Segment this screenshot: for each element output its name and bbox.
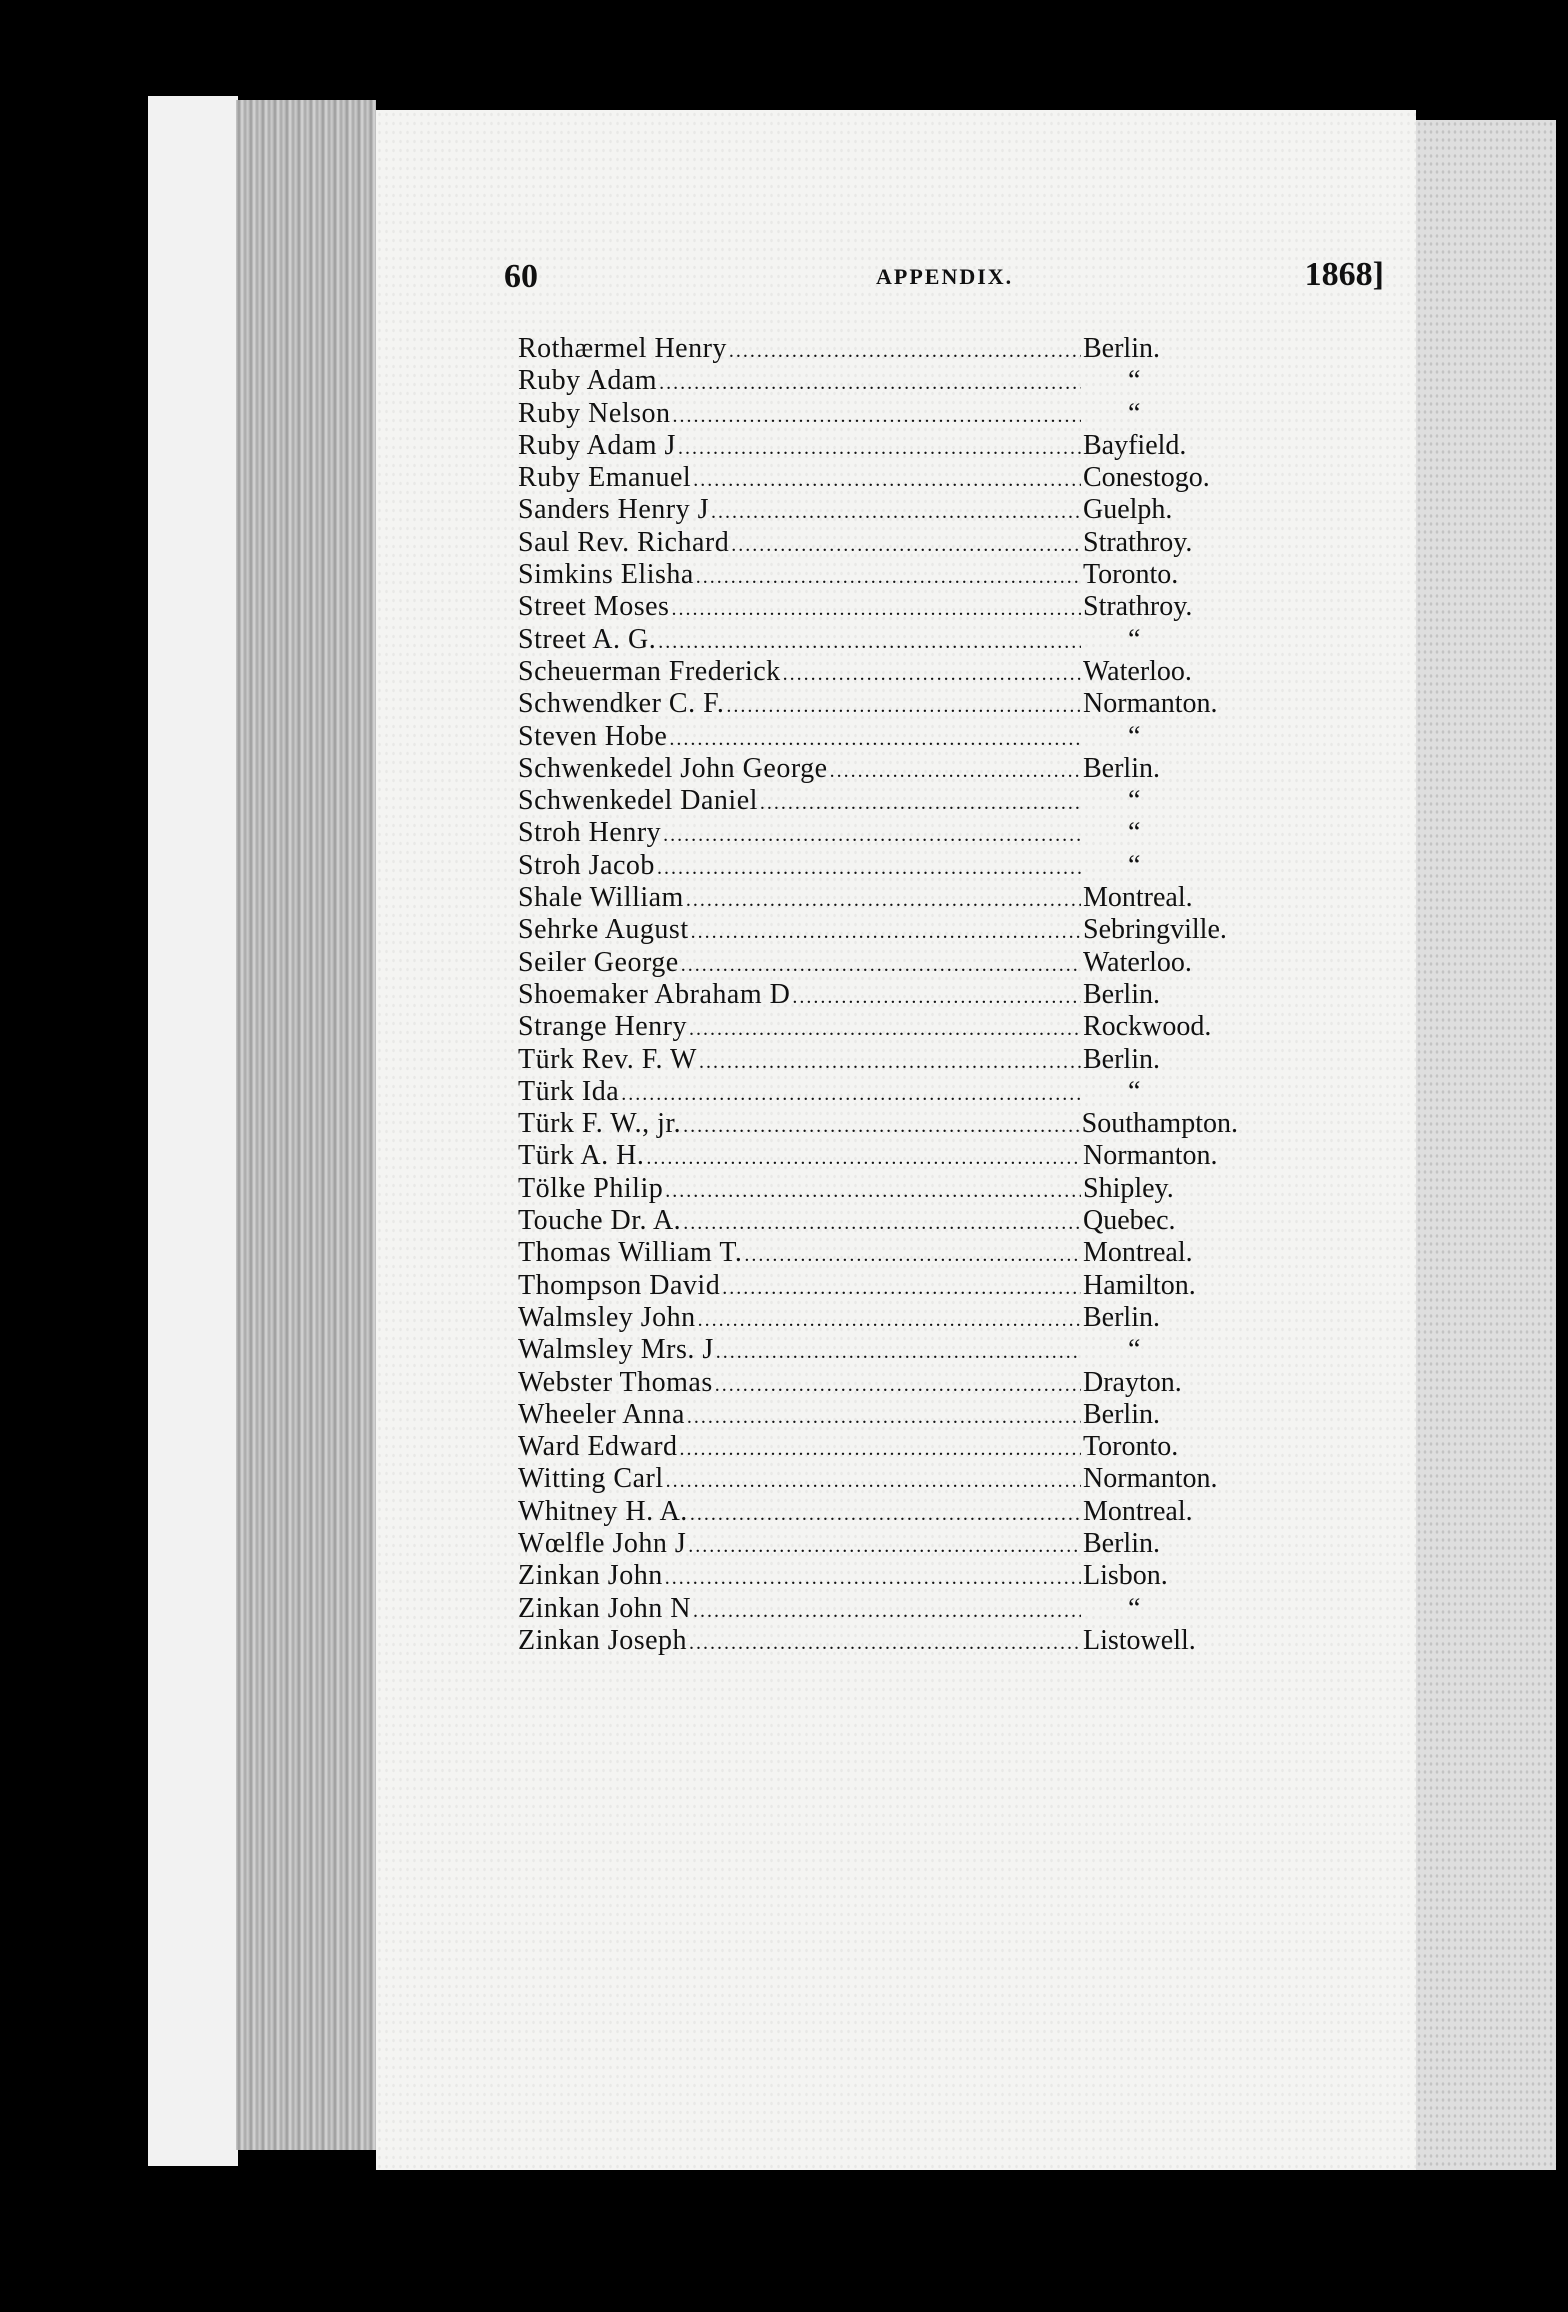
entry-name: Shoemaker Abraham D	[518, 978, 791, 1010]
entry-place: “	[1128, 817, 1141, 849]
list-item	[518, 1140, 1238, 1172]
book-page-edges	[236, 100, 376, 2150]
list-item	[518, 527, 1238, 559]
entry-name: Shale William	[518, 882, 684, 914]
list-item	[518, 979, 1238, 1011]
entry-name: Zinkan John N	[518, 1592, 691, 1624]
entry-place: “	[1128, 849, 1141, 881]
list-item	[518, 1367, 1238, 1399]
list-item	[518, 882, 1238, 914]
entry-name: Walmsley John	[518, 1301, 696, 1333]
list-item	[518, 365, 1238, 397]
dot-leader	[716, 1334, 1081, 1368]
entry-name: Whitney H. A.	[518, 1495, 688, 1527]
list-item	[518, 624, 1238, 656]
list-item	[518, 688, 1238, 720]
entry-name: Stroh Jacob	[518, 849, 655, 881]
dot-leader	[690, 1496, 1081, 1530]
entry-name: Rothærmel Henry	[518, 333, 727, 364]
entry-place: Montreal.	[1083, 882, 1193, 914]
dot-leader	[689, 1625, 1081, 1659]
entry-place: Montreal.	[1083, 1495, 1193, 1527]
dot-leader	[666, 1463, 1081, 1497]
entry-name: Seiler George	[518, 946, 679, 978]
running-title: APPENDIX.	[876, 264, 1014, 289]
entry-name: Scheuerman Frederick	[518, 655, 781, 687]
list-item	[518, 850, 1238, 882]
dot-leader	[621, 1076, 1081, 1110]
list-item	[518, 1237, 1238, 1269]
dot-leader	[729, 333, 1081, 367]
entry-name: Schwenkedel Daniel	[518, 785, 758, 817]
entry-name: Walmsley Mrs. J	[518, 1334, 714, 1366]
list-item	[518, 1560, 1238, 1592]
list-item	[518, 656, 1238, 688]
list-item	[518, 1334, 1238, 1366]
list-item	[518, 559, 1238, 591]
entry-place: Waterloo.	[1083, 946, 1192, 978]
dot-leader	[830, 753, 1081, 787]
dot-leader	[696, 559, 1081, 593]
list-item	[518, 1431, 1238, 1463]
list-item	[518, 333, 1238, 365]
entry-place: “	[1128, 397, 1141, 429]
entry-name: Sanders Henry J	[518, 494, 710, 526]
entry-place: Conestogo.	[1083, 462, 1210, 494]
entry-name: Strange Henry	[518, 1011, 688, 1043]
dot-leader	[792, 979, 1081, 1013]
name-directory-list	[518, 333, 1238, 1657]
entry-place: Guelph.	[1083, 494, 1173, 526]
entry-place: Waterloo.	[1083, 655, 1192, 687]
entry-name: Türk Ida	[518, 1075, 620, 1107]
dot-leader	[657, 850, 1081, 884]
dot-leader	[699, 1044, 1081, 1078]
entry-place: Berlin.	[1083, 1398, 1160, 1430]
entry-place: Drayton.	[1083, 1366, 1182, 1398]
entry-name: Türk A. H.	[518, 1140, 645, 1172]
list-item	[518, 591, 1238, 623]
entry-place: “	[1128, 720, 1141, 752]
page-edge-margin	[148, 96, 238, 2166]
dot-leader	[698, 1302, 1081, 1336]
dot-leader	[689, 1011, 1081, 1045]
dot-leader	[731, 527, 1081, 561]
entry-place: Berlin.	[1083, 752, 1160, 784]
entry-place: Montreal.	[1083, 1237, 1193, 1269]
entry-name: Türk Rev. F. W	[518, 1043, 697, 1075]
entry-name: Street A. G.	[518, 623, 657, 655]
entry-place: Rockwood.	[1083, 1011, 1212, 1043]
dot-leader	[665, 1173, 1081, 1207]
dot-leader	[671, 591, 1081, 625]
dot-leader	[681, 947, 1081, 981]
list-item	[518, 1625, 1238, 1657]
list-item	[518, 1011, 1238, 1043]
entry-name: Touche Dr. A.	[518, 1205, 682, 1237]
list-item	[518, 1270, 1238, 1302]
entry-name: Stroh Henry	[518, 817, 662, 849]
entry-place: Lisbon.	[1083, 1560, 1168, 1592]
list-item	[518, 398, 1238, 430]
dot-leader	[726, 688, 1081, 722]
dot-leader	[688, 1528, 1081, 1562]
dot-leader	[678, 430, 1081, 464]
dot-leader	[693, 1593, 1081, 1627]
list-item	[518, 1205, 1238, 1237]
dot-leader	[658, 624, 1081, 658]
entry-place: “	[1128, 623, 1141, 655]
entry-place: Strathroy.	[1083, 526, 1193, 558]
entry-place: “	[1128, 1075, 1141, 1107]
list-item	[518, 753, 1238, 785]
list-item	[518, 1528, 1238, 1560]
dot-leader	[686, 882, 1081, 916]
dot-leader	[715, 1367, 1081, 1401]
entry-name: Street Moses	[518, 591, 670, 623]
entry-name: Ruby Nelson	[518, 397, 671, 429]
entry-name: Zinkan Joseph	[518, 1624, 688, 1656]
dot-leader	[680, 1431, 1081, 1465]
dot-leader	[722, 1270, 1081, 1304]
dot-leader	[687, 1399, 1081, 1433]
list-item	[518, 1463, 1238, 1495]
entry-place: Toronto.	[1083, 559, 1179, 591]
entry-name: Wœlfle John J	[518, 1527, 687, 1559]
page-number: 60	[504, 258, 538, 295]
dot-leader	[683, 1108, 1079, 1142]
entry-name: Witting Carl	[518, 1463, 664, 1495]
entry-name: Sehrke August	[518, 914, 689, 946]
list-item	[518, 1044, 1238, 1076]
list-item	[518, 494, 1238, 526]
entry-place: Toronto.	[1083, 1431, 1179, 1463]
entry-place: Berlin.	[1083, 978, 1160, 1010]
entry-name: Steven Hobe	[518, 720, 668, 752]
entry-place: Bayfield.	[1083, 429, 1187, 461]
dot-leader	[744, 1237, 1081, 1271]
entry-place: “	[1128, 1592, 1141, 1624]
entry-name: Schwendker C. F.	[518, 688, 725, 720]
entry-place: Southampton.	[1081, 1108, 1238, 1140]
entry-place: Berlin.	[1083, 333, 1160, 364]
entry-place: Berlin.	[1083, 1043, 1160, 1075]
entry-name: Ward Edward	[518, 1431, 678, 1463]
entry-name: Schwenkedel John George	[518, 752, 828, 784]
list-item	[518, 430, 1238, 462]
list-item	[518, 462, 1238, 494]
page-header	[504, 250, 1384, 300]
list-item	[518, 817, 1238, 849]
list-item	[518, 947, 1238, 979]
list-item	[518, 1593, 1238, 1625]
dot-leader	[659, 365, 1081, 399]
dot-leader	[673, 398, 1082, 432]
list-item	[518, 1108, 1238, 1140]
entry-place: “	[1128, 1334, 1141, 1366]
entry-place: Strathroy.	[1083, 591, 1193, 623]
entry-name: Saul Rev. Richard	[518, 526, 730, 558]
entry-name: Thompson David	[518, 1269, 721, 1301]
list-item	[518, 914, 1238, 946]
entry-name: Simkins Elisha	[518, 559, 694, 591]
entry-place: Hamilton.	[1083, 1269, 1196, 1301]
dot-leader	[663, 817, 1081, 851]
list-item	[518, 721, 1238, 753]
list-item	[518, 1076, 1238, 1108]
entry-place: Shipley.	[1083, 1172, 1174, 1204]
entry-name: Thomas William T.	[518, 1237, 743, 1269]
list-item	[518, 1399, 1238, 1431]
entry-place: Listowell.	[1083, 1624, 1196, 1656]
entry-place: Quebec.	[1083, 1205, 1176, 1237]
dot-leader	[760, 785, 1081, 819]
entry-name: Tölke Philip	[518, 1172, 664, 1204]
entry-place: Sebringville.	[1083, 914, 1227, 946]
list-item	[518, 1302, 1238, 1334]
dot-leader	[783, 656, 1081, 690]
entry-place: Normanton.	[1083, 1140, 1218, 1172]
entry-name: Ruby Adam	[518, 365, 658, 397]
dot-leader	[669, 721, 1081, 755]
dot-leader	[665, 1560, 1081, 1594]
dot-leader	[691, 914, 1081, 948]
entry-place: Berlin.	[1083, 1527, 1160, 1559]
year-label: 1868]	[1304, 256, 1384, 293]
entry-place: Normanton.	[1083, 688, 1218, 720]
entry-place: “	[1128, 785, 1141, 817]
entry-name: Türk F. W., jr.	[518, 1108, 682, 1140]
entry-name: Webster Thomas	[518, 1366, 713, 1398]
entry-name: Zinkan John	[518, 1560, 663, 1592]
entry-name: Ruby Adam J	[518, 429, 676, 461]
facing-page-edge	[1416, 120, 1556, 2170]
entry-name: Ruby Emanuel	[518, 462, 692, 494]
entry-place: Normanton.	[1083, 1463, 1218, 1495]
entry-place: “	[1128, 365, 1141, 397]
dot-leader	[683, 1205, 1081, 1239]
dot-leader	[646, 1140, 1081, 1174]
entry-name: Wheeler Anna	[518, 1398, 685, 1430]
list-item	[518, 1496, 1238, 1528]
entry-place: Berlin.	[1083, 1301, 1160, 1333]
list-item	[518, 1173, 1238, 1205]
dot-leader	[693, 462, 1081, 496]
list-item	[518, 785, 1238, 817]
dot-leader	[711, 494, 1081, 528]
